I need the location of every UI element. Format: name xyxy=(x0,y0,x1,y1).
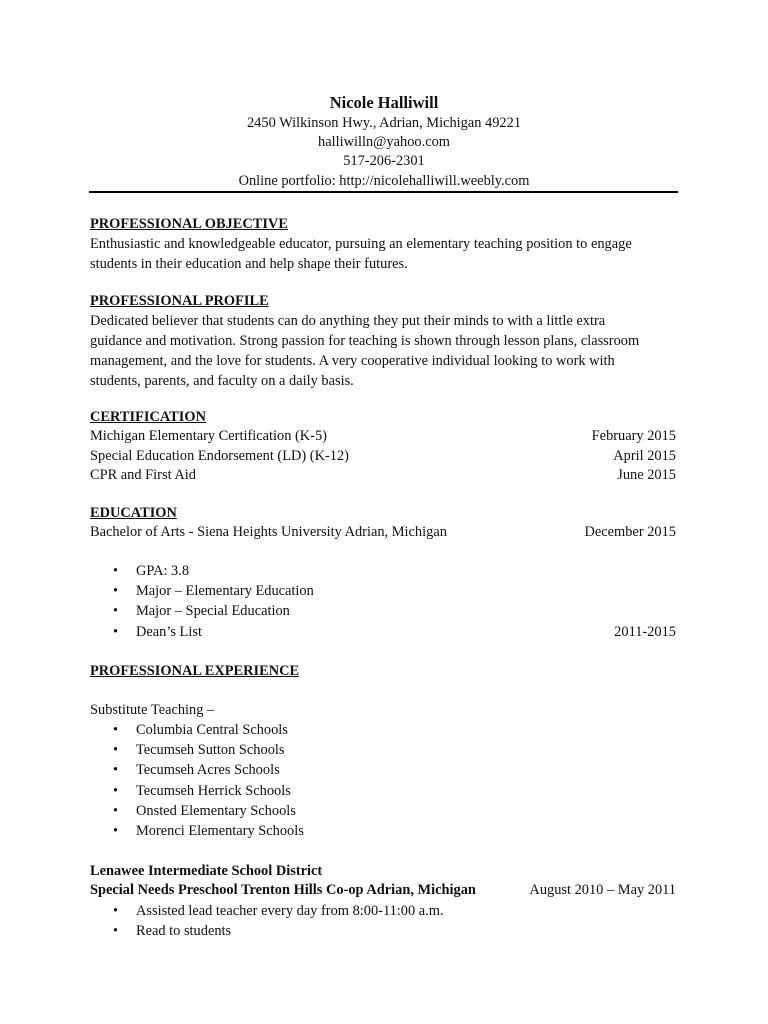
position-title: Special Needs Preschool Trenton Hills Co-op Adrian, Michigan xyxy=(90,882,476,898)
profile-line: management, and the love for students. A very cooperative individual looking to work with xyxy=(90,353,615,369)
certification-item xyxy=(90,447,676,467)
school-name: Onsted Elementary Schools xyxy=(136,802,296,819)
school-name: Tecumseh Acres Schools xyxy=(136,762,280,779)
certification-title: Michigan Elementary Certification (K-5) xyxy=(90,428,327,444)
profile-section xyxy=(90,291,676,391)
list-item-text: GPA: 3.8 xyxy=(136,563,190,579)
duty-text: Assisted lead teacher every day from 8:00-11:00 a.m. xyxy=(136,902,444,919)
certification-date: June 2015 xyxy=(617,467,676,484)
phone: 517-206-2301 xyxy=(343,153,425,170)
degree-date: December 2015 xyxy=(584,524,676,540)
list-item xyxy=(90,740,676,760)
position-row xyxy=(90,881,676,901)
bullet-icon: • xyxy=(113,762,119,779)
school-list xyxy=(90,720,676,841)
school-name: Columbia Central Schools xyxy=(136,722,288,738)
certification-date: April 2015 xyxy=(613,447,676,464)
profile-heading: PROFESSIONAL PROFILE xyxy=(90,293,269,309)
list-item xyxy=(90,801,676,821)
certification-item xyxy=(90,427,676,447)
list-item-text: Major – Special Education xyxy=(136,603,290,620)
certification-section xyxy=(90,407,676,486)
resume-header xyxy=(0,92,768,191)
duties-list xyxy=(90,901,676,941)
education-details xyxy=(90,561,676,642)
list-item xyxy=(90,760,676,780)
degree: Bachelor of Arts - Siena Heights University Adrian, Michigan xyxy=(90,524,447,540)
objective-line: students in their education and help shape their futures. xyxy=(90,256,408,272)
email: halliwilln@yahoo.com xyxy=(318,134,450,151)
address: 2450 Wilkinson Hwy., Adrian, Michigan 49221 xyxy=(246,115,522,131)
list-item xyxy=(90,601,676,621)
bullet-icon: • xyxy=(113,822,119,839)
list-item xyxy=(90,901,676,921)
profile-line: guidance and motivation. Strong passion for teaching is shown through lesson plans, classroom xyxy=(90,333,640,349)
education-heading: EDUCATION xyxy=(90,505,177,521)
list-item-date: 2011-2015 xyxy=(614,623,676,640)
substitute-label: Substitute Teaching – xyxy=(90,702,215,718)
certification-title: CPR and First Aid xyxy=(90,467,196,484)
profile-line: Dedicated believer that students can do anything they put their minds to with a little extra xyxy=(90,313,606,329)
degree-row xyxy=(90,523,676,543)
list-item-text: Dean’s List xyxy=(136,623,202,640)
list-item xyxy=(90,581,676,601)
list-item xyxy=(90,921,676,941)
objective-line: Enthusiastic and knowledgeable educator, pursuing an elementary teaching position to engage xyxy=(90,236,632,252)
bullet-icon: • xyxy=(113,802,119,819)
bullet-icon: • xyxy=(113,623,119,640)
certification-heading: CERTIFICATION xyxy=(90,409,206,425)
bullet-icon: • xyxy=(113,782,119,799)
objective-heading: PROFESSIONAL OBJECTIVE xyxy=(90,216,288,232)
bullet-icon: • xyxy=(113,722,119,738)
certification-date: February 2015 xyxy=(591,428,676,444)
list-item xyxy=(90,781,676,801)
duty-text: Read to students xyxy=(136,922,232,939)
experience-section xyxy=(90,661,676,681)
header-divider xyxy=(89,191,678,193)
applicant-name: Nicole Halliwill xyxy=(329,93,439,112)
list-item xyxy=(90,720,676,740)
certification-item xyxy=(90,466,676,486)
position-dates: August 2010 – May 2011 xyxy=(529,882,676,898)
list-item xyxy=(90,622,676,642)
bullet-icon: • xyxy=(113,583,119,600)
list-item xyxy=(90,561,676,581)
education-bullets xyxy=(90,561,676,642)
certification-title: Special Education Endorsement (LD) (K-12) xyxy=(90,447,349,464)
bullet-icon: • xyxy=(113,902,119,919)
school-name: Tecumseh Herrick Schools xyxy=(136,782,291,799)
list-item-text: Major – Elementary Education xyxy=(136,583,314,600)
bullet-icon: • xyxy=(113,563,119,579)
list-item xyxy=(90,821,676,841)
objective-section xyxy=(90,214,676,274)
school-name: Tecumseh Sutton Schools xyxy=(136,742,285,759)
job-entry xyxy=(90,861,676,941)
bullet-icon: • xyxy=(113,922,119,939)
substitute-teaching xyxy=(90,700,676,841)
school-name: Morenci Elementary Schools xyxy=(136,822,304,839)
education-section xyxy=(90,503,676,543)
bullet-icon: • xyxy=(113,742,119,759)
portfolio-link: Online portfolio: http://nicolehalliwill.weebly.com xyxy=(238,172,530,189)
organization-name: Lenawee Intermediate School District xyxy=(90,863,323,879)
experience-heading: PROFESSIONAL EXPERIENCE xyxy=(90,663,300,679)
bullet-icon: • xyxy=(113,603,119,620)
profile-line: students, parents, and faculty on a daily basis. xyxy=(90,373,354,389)
